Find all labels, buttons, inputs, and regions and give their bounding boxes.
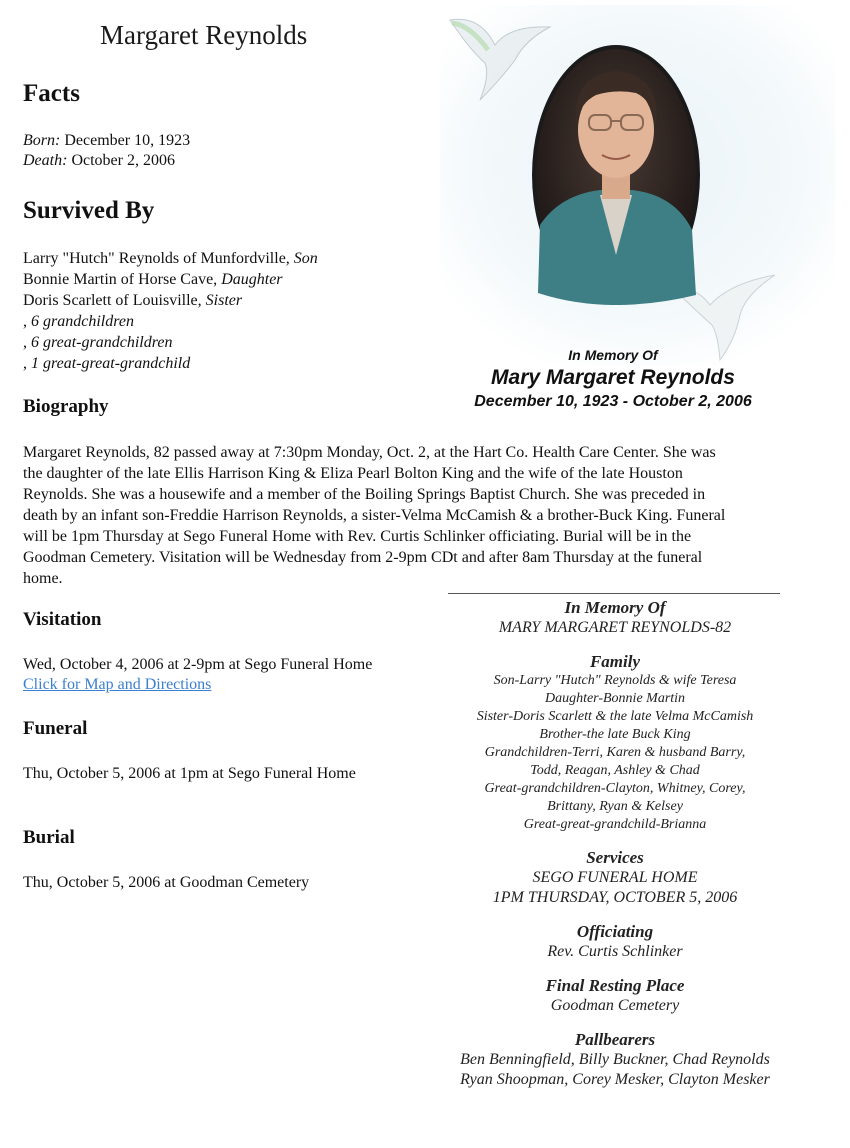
survivor-item: , 6 grandchildren <box>23 313 134 330</box>
family-list <box>440 672 790 834</box>
services-heading: Services <box>586 848 644 867</box>
portrait-illustration <box>440 5 835 365</box>
survived-list <box>23 248 318 374</box>
biography-line: will be 1pm Thursday at Sego Funeral Home with Rev. Curtis Schlinker officiating. Burial will be in the <box>23 528 692 545</box>
death-label: Death: <box>23 152 68 169</box>
funeral-text: Thu, October 5, 2006 at 1pm at Sego Funeral Home <box>23 765 356 782</box>
facts-heading: Facts <box>23 80 80 107</box>
card-in-memory-heading: In Memory Of <box>564 598 666 617</box>
burial-heading: Burial <box>23 827 75 848</box>
card-name-line: MARY MARGARET REYNOLDS-82 <box>498 619 732 636</box>
family-line: Great-grandchildren-Clayton, Whitney, Corey, <box>484 781 746 796</box>
biography-line: home. <box>23 570 63 587</box>
pallbearers-line: Ben Benningfield, Billy Buckner, Chad Reynolds <box>460 1051 770 1068</box>
born-label: Born: <box>23 132 61 149</box>
memorial-card <box>440 596 790 1090</box>
services-list <box>440 868 790 908</box>
memorial-artwork <box>440 5 835 365</box>
biography-heading: Biography <box>23 396 109 417</box>
born-row <box>23 131 190 151</box>
pallbearers-list <box>440 1050 790 1090</box>
family-line: Grandchildren-Terri, Karen & husband Barry, <box>484 745 746 760</box>
funeral-heading: Funeral <box>23 718 88 739</box>
born-value: December 10, 1923 <box>64 132 191 149</box>
burial-text: Thu, October 5, 2006 at Goodman Cemetery <box>23 874 310 891</box>
officiating-heading: Officiating <box>576 922 654 941</box>
survivor-item: , 1 great-great-grandchild <box>23 355 191 372</box>
services-line: SEGO FUNERAL HOME <box>532 869 698 886</box>
facts-block <box>23 131 190 171</box>
page-title: Margaret Reynolds <box>100 20 308 50</box>
officiating-value: Rev. Curtis Schlinker <box>547 943 683 960</box>
death-row <box>23 151 190 171</box>
survived-heading: Survived By <box>23 197 155 224</box>
resting-place-heading: Final Resting Place <box>545 976 685 995</box>
family-line: Brother-the late Buck King <box>539 727 691 742</box>
death-value: October 2, 2006 <box>71 152 175 169</box>
biography-line: the daughter of the late Ellis Harrison King & Eliza Pearl Bolton King and the wife of the late Houston <box>23 465 683 482</box>
in-memory-label: In Memory Of <box>568 347 658 363</box>
family-line: Daughter-Bonnie Martin <box>544 691 686 706</box>
biography-line: Goodman Cemetery. Visitation will be Wednesday from 2-9pm CDt and after 8am Thursday at the funeral <box>23 549 703 566</box>
pallbearers-heading: Pallbearers <box>574 1030 656 1049</box>
family-heading: Family <box>589 652 641 671</box>
survivor-item: Bonnie Martin of Horse Cave, Daughter <box>23 271 283 288</box>
map-directions-link[interactable]: Click for Map and Directions <box>23 676 212 693</box>
survivor-item: , 6 great-grandchildren <box>23 334 173 351</box>
visitation-heading: Visitation <box>23 609 102 630</box>
biography-text <box>23 442 725 589</box>
family-line: Brittany, Ryan & Kelsey <box>547 799 683 814</box>
survivor-item: Doris Scarlett of Louisville, Sister <box>23 292 243 309</box>
family-line: Son-Larry "Hutch" Reynolds & wife Teresa <box>493 673 737 688</box>
family-line: Sister-Doris Scarlett & the late Velma McCamish <box>476 709 754 724</box>
memorial-dates: December 10, 1923 - October 2, 2006 <box>474 393 752 410</box>
resting-place-value: Goodman Cemetery <box>550 997 680 1014</box>
family-line: Todd, Reagan, Ashley & Chad <box>530 763 700 778</box>
card-divider <box>448 593 780 594</box>
survivor-item: Larry "Hutch" Reynolds of Munfordville, Son <box>23 250 318 267</box>
biography-line: Reynolds. She was a housewife and a member of the Boiling Springs Baptist Church. She was preceded in <box>23 486 706 503</box>
memorial-name: Mary Margaret Reynolds <box>491 366 735 389</box>
biography-line: death by an infant son-Freddie Harrison Reynolds, a sister-Velma McCamish & a brother-Buck King. Funeral <box>23 507 726 524</box>
biography-line: Margaret Reynolds, 82 passed away at 7:30pm Monday, Oct. 2, at the Hart Co. Health Care Center. She was <box>23 444 716 461</box>
pallbearers-line: Ryan Shoopman, Corey Mesker, Clayton Mesker <box>460 1071 770 1088</box>
family-line: Great-great-grandchild-Brianna <box>523 817 707 832</box>
visitation-text: Wed, October 4, 2006 at 2-9pm at Sego Funeral Home <box>23 656 373 673</box>
services-line: 1PM THURSDAY, OCTOBER 5, 2006 <box>492 889 738 906</box>
